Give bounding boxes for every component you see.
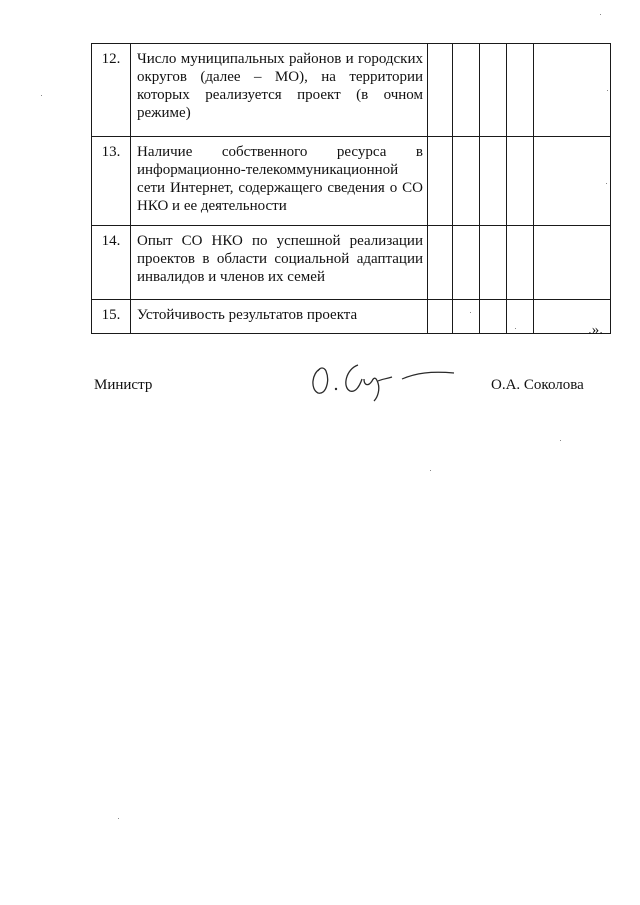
position-title: Министр: [94, 377, 153, 393]
row-number: 14.: [92, 226, 131, 300]
criterion-text: Число муниципальных районов и городских округов (далее – МО), на территории которых реализуется проект (в очном режиме): [131, 44, 428, 137]
handwritten-signature: [306, 355, 466, 405]
criterion-text: Опыт СО НКО по успешной реализации проектов в области социальной адаптации инвалидов и членов их семей: [131, 226, 428, 300]
table-row: [92, 137, 611, 226]
scan-speck: [560, 440, 561, 441]
score-cell: [507, 226, 534, 300]
score-cell: [453, 300, 480, 334]
score-cell: [453, 226, 480, 300]
score-cell: [428, 44, 453, 137]
closing-quote: .».: [588, 322, 603, 338]
score-cell: [480, 300, 507, 334]
total-cell: [534, 44, 611, 137]
score-cell: [507, 44, 534, 137]
total-cell: [534, 137, 611, 226]
score-cell: [428, 300, 453, 334]
score-cell: [428, 137, 453, 226]
table-row: [92, 300, 611, 334]
criteria-table: [91, 43, 611, 334]
scan-speck: [606, 183, 607, 184]
table-row: [92, 226, 611, 300]
criterion-text: Устойчивость результатов проекта: [131, 300, 428, 334]
signer-name: О.А. Соколова: [491, 377, 584, 393]
scan-speck: [515, 328, 516, 329]
row-number: 13.: [92, 137, 131, 226]
score-cell: [453, 137, 480, 226]
criterion-text: Наличие собственного ресурса в информационно-телекоммуникационной сети Интернет, содержащего сведения о СО НКО и ее деятельности: [131, 137, 428, 226]
table-row: [92, 44, 611, 137]
scan-speck: [118, 818, 119, 819]
score-cell: [453, 44, 480, 137]
scan-speck: [600, 14, 601, 15]
total-cell: [534, 226, 611, 300]
scan-speck: [41, 95, 42, 96]
score-cell: [507, 300, 534, 334]
scan-speck: [430, 470, 431, 471]
score-cell: [507, 137, 534, 226]
row-number: 15.: [92, 300, 131, 334]
score-cell: [428, 226, 453, 300]
scan-speck: [607, 90, 608, 91]
score-cell: [480, 44, 507, 137]
scan-speck: [470, 312, 471, 313]
row-number: 12.: [92, 44, 131, 137]
score-cell: [480, 137, 507, 226]
score-cell: [480, 226, 507, 300]
